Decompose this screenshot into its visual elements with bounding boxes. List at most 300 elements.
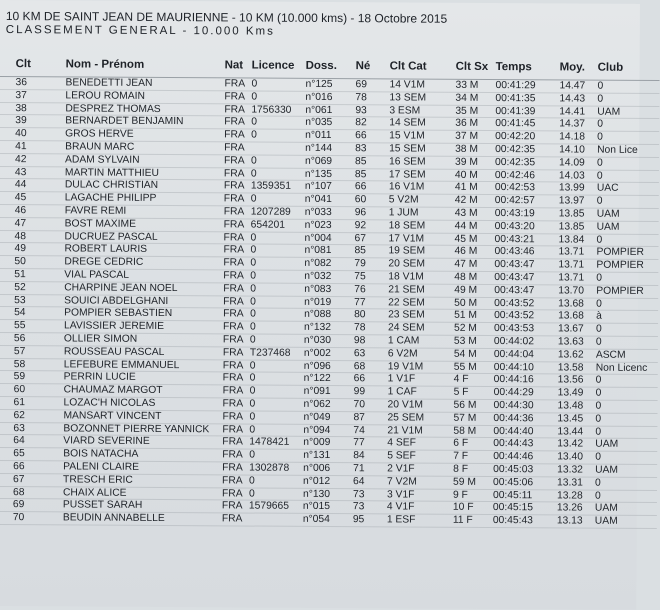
cell-runner-name: BOZONNET PIERRE YANNICK (63, 422, 210, 435)
cell-licence: 0 (251, 78, 258, 90)
cell-time: 00:45:43 (492, 515, 533, 527)
cell-runner-name: PUSSET SARAH (62, 499, 143, 512)
header-name: Nom - Prénom (65, 58, 145, 71)
cell-dossard: n°002 (303, 347, 331, 359)
table-row (0, 512, 657, 529)
cell-category-rank: 22 SEM (388, 296, 425, 309)
cell-sex-rank: 33 M (455, 79, 479, 91)
cell-average-speed: 14.43 (559, 93, 586, 105)
cell-club: POMPIER (596, 259, 644, 272)
cell-licence: 0 (250, 232, 257, 244)
cell-club: UAC (596, 183, 619, 195)
cell-sex-rank: 51 M (454, 310, 478, 322)
cell-time: 00:44:04 (493, 348, 534, 361)
cell-sex-rank: 43 M (454, 207, 478, 219)
cell-time: 00:43:19 (494, 207, 535, 220)
cell-time: 00:43:20 (494, 220, 535, 233)
cell-rank: 67 (13, 473, 25, 485)
cell-sex-rank: 44 M (454, 220, 478, 232)
cell-time: 00:42:35 (494, 156, 536, 169)
header-average-speed: Moy. (559, 61, 585, 74)
cell-average-speed: 13.85 (558, 221, 585, 233)
cell-sex-rank: 48 M (454, 271, 478, 283)
cell-licence: 1478421 (249, 436, 290, 449)
cell-birth-year: 82 (355, 117, 367, 129)
cell-category-rank: 14 V1M (389, 79, 426, 91)
cell-category-rank: 18 SEM (388, 220, 426, 232)
cell-club: POMPIER (596, 247, 645, 259)
cell-dossard: n°125 (305, 78, 333, 91)
cell-birth-year: 74 (353, 424, 365, 436)
cell-runner-name: LEFEBURE EMMANUEL (63, 358, 180, 371)
cell-runner-name: LEROU ROMAIN (65, 90, 145, 102)
cell-birth-year: 99 (353, 386, 366, 398)
cell-club: UAM (594, 502, 618, 515)
cell-dossard: n°062 (303, 398, 331, 410)
cell-category-rank: 17 SEM (388, 168, 426, 181)
cell-time: 00:45:11 (492, 489, 533, 501)
cell-sex-rank: 42 M (454, 194, 478, 207)
cell-club: 0 (595, 413, 602, 425)
cell-sex-rank: 38 M (455, 143, 479, 155)
cell-sex-rank: 41 M (454, 182, 478, 194)
cell-average-speed: 13.71 (558, 246, 585, 258)
cell-licence: 654201 (250, 219, 286, 231)
cell-rank: 56 (13, 333, 26, 345)
cell-club: UAM (596, 221, 620, 233)
cell-nationality: FRA (222, 347, 244, 359)
cell-runner-name: VIARD SEVERINE (63, 435, 150, 448)
cell-rank: 62 (13, 409, 25, 421)
cell-dossard: n°032 (304, 270, 332, 282)
cell-sex-rank: 7 F (453, 450, 469, 462)
header-sex-rank: Clt Sx (455, 60, 489, 73)
cell-nationality: FRA (222, 372, 244, 384)
cell-birth-year: 69 (355, 79, 367, 91)
cell-runner-name: ROUSSEAU PASCAL (63, 346, 165, 358)
cell-time: 00:42:57 (494, 195, 535, 207)
cell-rank: 37 (15, 89, 27, 101)
cell-birth-year: 66 (355, 130, 367, 142)
cell-runner-name: CHAUMAZ MARGOT (63, 384, 163, 397)
cell-dossard: n°035 (305, 117, 333, 129)
cell-time: 00:43:47 (494, 284, 535, 297)
cell-category-rank: 18 V1M (388, 271, 424, 283)
cell-dossard: n°016 (305, 91, 333, 103)
cell-nationality: FRA (224, 142, 245, 154)
cell-licence: 0 (251, 129, 257, 141)
cell-licence: 1359351 (250, 180, 291, 193)
cell-licence: 0 (249, 360, 256, 372)
cell-category-rank: 14 SEM (389, 117, 426, 129)
cell-average-speed: 13.42 (557, 438, 584, 450)
cell-time: 00:43:47 (494, 259, 535, 271)
cell-dossard: n°015 (302, 501, 330, 513)
cell-time: 00:43:53 (493, 323, 535, 335)
cell-club: 0 (596, 298, 602, 310)
cell-sex-rank: 36 M (455, 118, 479, 130)
cell-birth-year: 87 (353, 411, 365, 423)
cell-category-rank: 4 V1F (386, 501, 415, 513)
cell-birth-year: 78 (355, 91, 367, 104)
cell-time: 00:41:45 (495, 118, 536, 130)
cell-time: 00:44:40 (493, 425, 534, 437)
cell-runner-name: VIAL PASCAL (64, 269, 130, 281)
cell-category-rank: 15 SEM (389, 143, 426, 155)
cell-category-rank: 5 V2M (388, 194, 419, 206)
cell-average-speed: 13.56 (557, 374, 584, 386)
cell-dossard: n°130 (302, 488, 331, 500)
cell-sex-rank: 39 M (454, 156, 478, 168)
cell-sex-rank: 11 F (452, 514, 473, 526)
cell-dossard: n°091 (303, 385, 331, 398)
cell-rank: 58 (13, 358, 26, 370)
cell-licence: 1579665 (248, 500, 290, 513)
cell-sex-rank: 34 M (455, 92, 479, 104)
cell-average-speed: 13.58 (557, 361, 584, 374)
cell-nationality: FRA (221, 513, 243, 525)
cell-runner-name: ADAM SYLVAIN (64, 154, 140, 166)
cell-birth-year: 96 (354, 207, 367, 219)
cell-club: UAM (597, 106, 621, 118)
cell-time: 00:44:29 (493, 387, 534, 399)
cell-sex-rank: 52 M (453, 322, 477, 335)
cell-rank: 59 (13, 371, 26, 383)
header-category-rank: Clt Cat (389, 60, 427, 73)
cell-club: 0 (595, 387, 602, 399)
cell-category-rank: 19 SEM (388, 245, 426, 257)
cell-average-speed: 14.09 (558, 157, 585, 169)
cell-sex-rank: 10 F (452, 502, 474, 514)
header-nat: Nat (224, 59, 244, 72)
cell-rank: 51 (14, 269, 26, 281)
cell-licence: 0 (249, 321, 256, 333)
cell-time: 00:42:46 (494, 169, 536, 181)
cell-nationality: FRA (221, 487, 243, 499)
cell-club: 0 (596, 234, 603, 246)
cell-runner-name: DREGE CEDRIC (64, 256, 144, 269)
cell-category-rank: 23 SEM (388, 309, 425, 321)
cell-category-rank: 1 CAF (387, 386, 417, 398)
cell-birth-year: 71 (353, 463, 365, 475)
cell-nationality: FRA (223, 231, 245, 244)
cell-runner-name: BRAUN MARC (65, 141, 135, 153)
cell-runner-name: FAVRE REMI (64, 205, 127, 217)
cell-birth-year: 78 (353, 322, 366, 334)
cell-club: 0 (595, 477, 601, 489)
cell-birth-year: 85 (354, 168, 367, 180)
cell-average-speed: 13.68 (558, 297, 584, 310)
cell-dossard: n°081 (304, 245, 332, 257)
cell-category-rank: 16 V1M (388, 181, 425, 193)
cell-average-speed: 13.31 (557, 477, 583, 489)
cell-birth-year: 95 (352, 514, 365, 526)
cell-birth-year: 73 (352, 501, 365, 513)
cell-club: 0 (595, 451, 601, 463)
cell-club: 0 (595, 374, 602, 387)
cell-category-rank: 1 ESF (386, 514, 416, 526)
cell-dossard: n°083 (304, 283, 332, 295)
cell-runner-name: PERRIN LUCIE (63, 371, 136, 384)
cell-dossard: n°132 (303, 322, 332, 334)
cell-category-rank: 25 SEM (387, 412, 425, 424)
cell-time: 00:44:30 (493, 399, 534, 412)
header-birth-year: Né (355, 60, 371, 73)
cell-dossard: n°006 (303, 462, 331, 474)
cell-club: UAM (595, 464, 619, 476)
cell-dossard: n°009 (303, 437, 331, 449)
cell-category-rank: 17 V1M (388, 232, 425, 245)
cell-club: 0 (595, 323, 602, 335)
cell-sex-rank: 9 F (452, 489, 468, 501)
cell-category-rank: 16 SEM (388, 156, 426, 168)
cell-licence: 0 (249, 398, 256, 410)
cell-time: 00:45:03 (493, 463, 534, 476)
cell-runner-name: LOZAC'H NICOLAS (63, 397, 156, 409)
cell-birth-year: 70 (353, 399, 366, 411)
cell-sex-rank: 59 M (453, 476, 477, 488)
cell-birth-year: 67 (354, 232, 367, 244)
cell-sex-rank: 47 M (454, 258, 478, 271)
cell-category-rank: 24 SEM (387, 322, 425, 334)
cell-dossard: n°096 (303, 360, 331, 372)
cell-average-speed: 13.99 (558, 182, 585, 194)
cell-nationality: FRA (223, 155, 245, 167)
cell-nationality: FRA (223, 257, 245, 269)
cell-time: 00:44:43 (493, 438, 534, 450)
cell-average-speed: 14.41 (559, 106, 586, 118)
cell-runner-name: SOUICI ABDELGHANI (64, 294, 169, 307)
cell-licence: T237468 (249, 347, 291, 359)
cell-club: 0 (596, 170, 603, 182)
cell-runner-name: ROBERT LAURIS (64, 243, 148, 256)
header-dossard: Doss. (305, 59, 337, 73)
cell-category-rank: 1 JUM (388, 207, 419, 219)
cell-category-rank: 3 ESM (389, 104, 421, 117)
cell-rank: 60 (13, 384, 26, 396)
cell-time: 00:44:36 (493, 412, 534, 424)
cell-licence: 0 (250, 283, 257, 295)
cell-runner-name: LAVISSIER JEREMIE (63, 320, 164, 333)
cell-rank: 68 (12, 486, 25, 498)
cell-average-speed: 13.71 (558, 259, 585, 271)
cell-nationality: FRA (224, 129, 245, 141)
cell-birth-year: 92 (354, 219, 367, 232)
cell-club: 0 (595, 426, 602, 438)
cell-average-speed: 13.85 (558, 208, 585, 220)
cell-nationality: FRA (222, 334, 244, 346)
cell-nationality: FRA (222, 475, 243, 487)
results-table-body (0, 77, 660, 529)
cell-birth-year: 80 (354, 309, 366, 321)
cell-licence: 0 (250, 257, 257, 269)
cell-sex-rank: 40 M (454, 169, 478, 181)
cell-club: 0 (596, 272, 603, 284)
cell-time: 00:43:52 (494, 310, 535, 322)
cell-category-rank: 5 SEF (387, 450, 416, 462)
cell-club: UAM (596, 208, 620, 220)
cell-rank: 39 (15, 115, 27, 127)
cell-birth-year: 77 (354, 296, 366, 308)
cell-nationality: FRA (222, 398, 244, 410)
cell-rank: 70 (12, 512, 25, 524)
cell-rank: 69 (12, 499, 25, 511)
cell-category-rank: 15 V1M (389, 130, 425, 142)
cell-licence: 0 (249, 411, 256, 423)
cell-birth-year: 93 (355, 104, 367, 116)
cell-runner-name: DUCRUEZ PASCAL (64, 230, 158, 243)
cell-nationality: FRA (222, 385, 244, 397)
cell-time: 00:43:47 (494, 271, 535, 284)
cell-category-rank: 19 V1M (387, 360, 424, 373)
cell-sex-rank: 4 F (453, 374, 469, 386)
cell-nationality: FRA (222, 436, 243, 448)
cell-average-speed: 13.68 (558, 310, 584, 322)
cell-nationality: FRA (224, 91, 246, 103)
cell-sex-rank: 35 M (455, 105, 479, 117)
cell-nationality: FRA (222, 359, 244, 372)
cell-birth-year: 85 (354, 155, 367, 168)
cell-nationality: FRA (224, 116, 245, 128)
cell-licence: 1302878 (249, 462, 290, 474)
cell-runner-name: CHAIX ALICE (62, 486, 127, 499)
cell-dossard: n°041 (304, 194, 332, 206)
cell-rank: 64 (13, 435, 25, 447)
cell-sex-rank: 57 M (453, 412, 477, 424)
cell-rank: 36 (15, 77, 27, 89)
cell-dossard: n°082 (304, 258, 332, 270)
cell-average-speed: 13.45 (557, 413, 584, 425)
cell-sex-rank: 37 M (455, 130, 479, 143)
cell-rank: 41 (15, 141, 27, 153)
cell-dossard: n°011 (305, 130, 332, 142)
cell-rank: 53 (14, 294, 26, 306)
cell-time: 00:42:53 (494, 182, 535, 194)
cell-nationality: FRA (222, 423, 244, 436)
cell-licence: 0 (251, 116, 258, 128)
cell-average-speed: 14.03 (558, 169, 585, 182)
cell-dossard: n°019 (304, 296, 332, 308)
cell-nationality: FRA (223, 193, 245, 205)
cell-licence: 0 (250, 270, 257, 282)
cell-nationality: FRA (222, 321, 244, 333)
cell-category-rank: 4 SEF (387, 437, 416, 449)
cell-sex-rank: 46 M (454, 246, 478, 258)
cell-nationality: FRA (223, 308, 244, 320)
cell-sex-rank: 45 M (454, 233, 478, 245)
cell-dossard: n°033 (304, 206, 332, 218)
cell-time: 00:43:52 (494, 297, 535, 309)
cell-birth-year: 66 (354, 181, 367, 193)
cell-nationality: FRA (221, 500, 243, 512)
cell-time: 00:41:35 (495, 92, 536, 105)
cell-sex-rank: 49 M (454, 284, 478, 296)
cell-time: 00:42:20 (495, 131, 536, 143)
cell-runner-name: CHARPINE JEAN NOEL (64, 282, 178, 294)
cell-club: Non Licenc (595, 362, 648, 374)
cell-average-speed: 13.13 (556, 515, 583, 527)
cell-dossard: n°135 (304, 168, 333, 180)
cell-dossard: n°094 (303, 424, 331, 436)
cell-nationality: FRA (222, 449, 243, 461)
cell-sex-rank: 5 F (453, 386, 469, 398)
cell-nationality: FRA (222, 411, 244, 423)
cell-rank: 52 (14, 281, 26, 293)
cell-time: 00:43:46 (494, 246, 535, 258)
cell-runner-name: MANSART VINCENT (63, 410, 162, 422)
cell-sex-rank: 54 M (453, 348, 477, 360)
cell-nationality: FRA (223, 295, 244, 308)
cell-club: 0 (595, 336, 602, 348)
cell-licence: 0 (250, 155, 257, 167)
cell-time: 00:41:39 (495, 105, 536, 117)
cell-average-speed: 13.63 (557, 336, 584, 348)
cell-sex-rank: 6 F (453, 438, 469, 450)
cell-licence: 1756330 (251, 104, 292, 116)
cell-club: Non Lice (597, 144, 638, 156)
cell-average-speed: 13.28 (556, 489, 583, 502)
cell-birth-year: 75 (354, 271, 366, 283)
cell-time: 00:44:46 (493, 451, 534, 463)
cell-average-speed: 14.37 (559, 118, 586, 130)
cell-rank: 45 (14, 192, 27, 204)
cell-sex-rank: 50 M (454, 297, 478, 309)
cell-licence: 1207289 (250, 206, 291, 218)
cell-club: 0 (597, 131, 603, 143)
cell-runner-name: PALENI CLAIRE (63, 461, 140, 473)
cell-birth-year: 73 (352, 488, 365, 500)
cell-club: 0 (597, 80, 604, 92)
cell-rank: 50 (14, 256, 26, 268)
cell-time: 00:42:35 (495, 144, 536, 156)
cell-time: 00:43:21 (494, 233, 535, 245)
cell-average-speed: 13.49 (557, 387, 584, 399)
cell-rank: 38 (15, 102, 27, 114)
cell-runner-name: MARTIN MATTHIEU (64, 166, 159, 179)
cell-birth-year: 66 (353, 373, 366, 385)
cell-average-speed: 13.32 (557, 464, 583, 476)
cell-licence: 0 (249, 449, 255, 461)
cell-licence: 0 (250, 168, 257, 180)
cell-average-speed: 13.71 (558, 272, 585, 284)
cell-category-rank: 1 CAM (387, 335, 420, 347)
header-club: Club (597, 61, 624, 74)
cell-category-rank: 1 V1F (387, 373, 416, 385)
cell-category-rank: 2 V1F (387, 463, 415, 475)
ranking-subtitle: CLASSEMENT GENERAL - 10.000 Kms (5, 24, 275, 38)
cell-time: 00:41:29 (495, 80, 536, 92)
cell-category-rank: 13 SEM (389, 92, 427, 104)
cell-nationality: FRA (222, 462, 243, 474)
cell-dossard: n°054 (302, 513, 330, 526)
cell-category-rank: 21 V1M (387, 424, 423, 437)
cell-nationality: FRA (223, 219, 245, 231)
cell-sex-rank: 58 M (453, 425, 477, 437)
cell-average-speed: 13.62 (557, 349, 584, 361)
cell-nationality: FRA (223, 206, 245, 218)
cell-rank: 61 (13, 397, 26, 409)
cell-dossard: n°023 (304, 219, 332, 231)
cell-birth-year: 64 (353, 475, 365, 487)
cell-club: UAM (595, 438, 619, 451)
cell-category-rank: 7 V2M (387, 476, 417, 488)
cell-average-speed: 13.48 (557, 400, 584, 412)
cell-nationality: FRA (224, 103, 245, 116)
cell-nationality: FRA (224, 78, 246, 90)
cell-category-rank: 20 V1M (387, 399, 424, 411)
cell-category-rank: 3 V1F (386, 488, 415, 501)
cell-licence: 0 (251, 91, 258, 103)
